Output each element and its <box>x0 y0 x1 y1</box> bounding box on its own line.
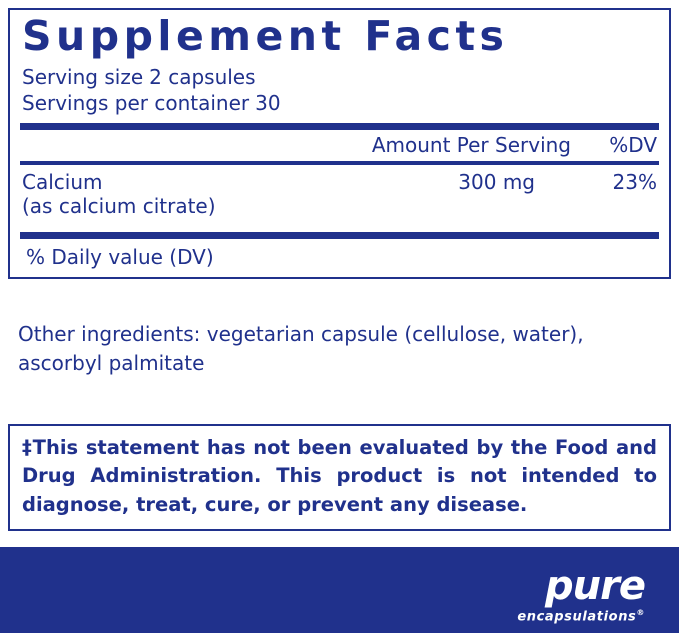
other-ingredients-text: Other ingredients: vegetarian capsule (cellulose, water), ascorbyl palmitate <box>18 322 584 375</box>
serving-size-value: 2 capsules <box>149 64 256 89</box>
supplement-facts-panel <box>8 8 671 279</box>
brand-tagline-text: encapsulations <box>517 609 637 625</box>
table-header-row <box>20 130 659 161</box>
column-header-amount-per-serving: Amount Per Serving <box>371 132 571 157</box>
nutrient-amount: 300 mg <box>458 169 535 194</box>
brand-name: pure <box>545 563 645 610</box>
nutrient-name: Calcium <box>22 169 103 194</box>
servings-per-container-value: 30 <box>255 91 281 116</box>
nutrient-source: (as calcium citrate) <box>22 193 216 218</box>
brand-logo <box>517 563 645 625</box>
divider-thick-bottom <box>20 232 659 239</box>
servings-per-container-line <box>22 90 659 116</box>
serving-size-line <box>22 64 659 90</box>
daily-value-footnote: % Daily value (DV) <box>26 244 214 269</box>
footer-brand-band <box>0 547 679 633</box>
divider-thick-top <box>20 123 659 130</box>
servings-per-container-label: Servings per container <box>22 91 250 116</box>
serving-size-label: Serving size <box>22 64 144 89</box>
column-header-daily-value: %DV <box>609 132 657 157</box>
brand-tagline <box>517 608 645 625</box>
registered-mark: ® <box>636 608 645 618</box>
nutrient-daily-value: 23% <box>612 169 657 194</box>
fda-disclaimer-box <box>8 424 671 531</box>
table-row <box>20 165 659 194</box>
page-title: Supplement Facts <box>22 12 509 60</box>
fda-disclaimer-text: ‡This statement has not been evaluated by the Food and Drug Administration. This product is not intended to diagnose, treat, cure, or prevent any disease. <box>22 436 657 516</box>
